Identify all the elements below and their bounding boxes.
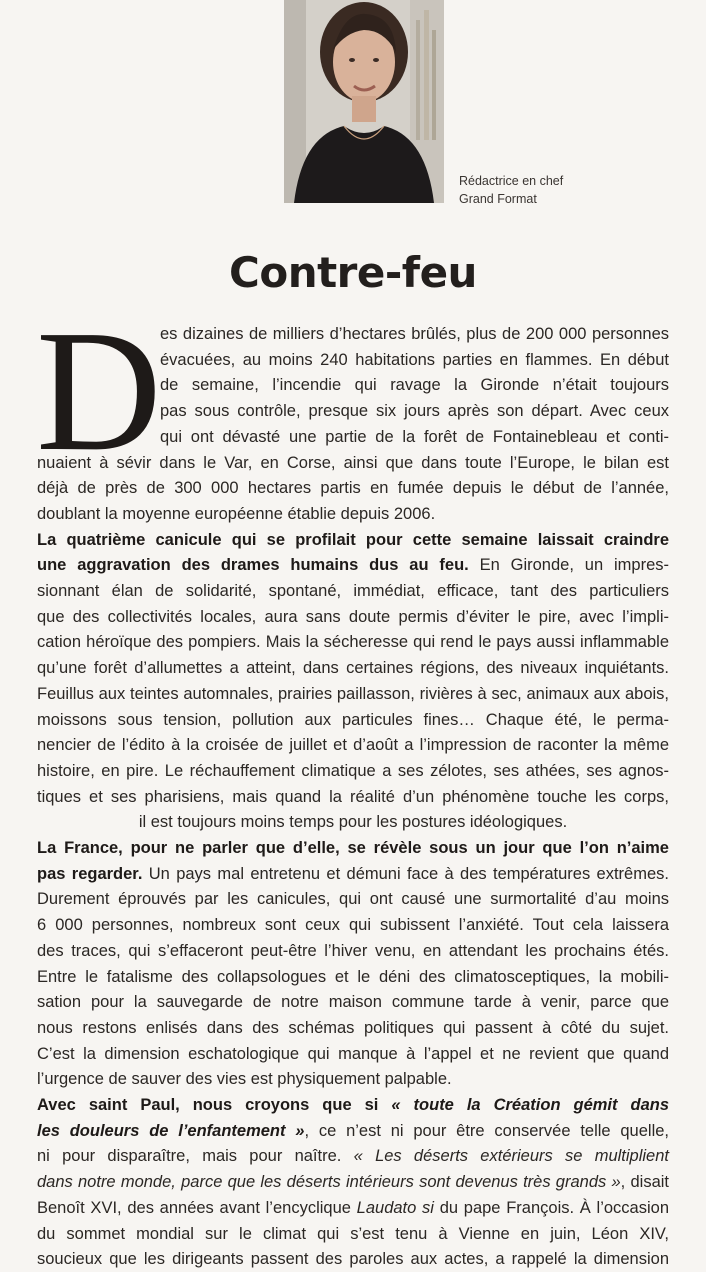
line-text: l’urgence de sauver des vies est physiquement palpable. — [37, 1070, 452, 1088]
bold-text: pas regarder. — [37, 865, 143, 883]
line-text: En Gironde, un impres- — [468, 556, 669, 574]
text-line — [37, 759, 669, 784]
text-line — [160, 425, 669, 450]
text-line — [37, 913, 669, 938]
line-text: pas sous contrôle, presque six jours après son départ. Avec ceux — [160, 402, 669, 420]
text-line — [160, 373, 669, 398]
portrait-illustration — [284, 0, 444, 203]
photo-caption — [459, 172, 563, 208]
bold-text: une aggravation des drames humains dus au feu. — [37, 556, 469, 574]
text-line — [37, 579, 669, 604]
text-line — [37, 553, 669, 578]
text-line — [37, 733, 669, 758]
text-line — [37, 1093, 669, 1118]
author-portrait — [284, 0, 444, 203]
line-text: tiques et ses pharisiens, mais quand la réalité d’un phénomène touche les corps, — [37, 788, 669, 806]
text-line — [37, 810, 669, 835]
bold-text: La quatrième canicule qui se profilait pour cette semaine laissait craindre — [37, 531, 669, 549]
text-line — [37, 836, 669, 861]
text-line — [37, 656, 669, 681]
text-line — [37, 708, 669, 733]
text-line — [37, 965, 669, 990]
line-text: sation pour la sauvegarde de notre maison commune tarde à venir, parce que — [37, 993, 669, 1011]
text-line — [160, 399, 669, 424]
text-line — [37, 605, 669, 630]
text-line — [37, 1196, 669, 1221]
line-text: il est toujours moins temps pour les postures idéologiques. — [138, 813, 568, 831]
italic-text: dans notre monde, parce que les déserts intérieurs sont devenus très grands » — [37, 1173, 621, 1191]
text-line — [37, 1170, 669, 1195]
text-line — [37, 451, 669, 476]
line-text: qu’une forêt d’allumettes a atteint, dans certaines régions, des niveaux inquiétants. — [37, 659, 669, 677]
article-title: Contre-feu — [229, 248, 477, 297]
line-text: Un pays mal entretenu et démuni face à des températures extrêmes. — [142, 865, 669, 883]
text-line — [37, 939, 669, 964]
italic-text: « Les déserts extérieurs se multiplient — [353, 1147, 669, 1165]
line-text: nuaient à sévir dans le Var, en Corse, ainsi que dans toute l’Europe, le bilan est — [37, 454, 669, 472]
text-line — [37, 990, 669, 1015]
line-text: déjà de près de 300 000 hectares partis en fumée depuis le début de l’année, — [37, 479, 669, 497]
text-line — [37, 1222, 669, 1247]
caption-role: Rédactrice en chef — [459, 174, 564, 188]
text-line — [37, 682, 669, 707]
line-text: doublant la moyenne européenne établie depuis 2006. — [37, 505, 436, 523]
text-line — [37, 630, 669, 655]
line-text: soucieux que les dirigeants passent des paroles aux actes, a rappelé la dimension — [37, 1250, 669, 1268]
text-line — [37, 887, 669, 912]
line-text: Durement éprouvés par les canicules, qui ont causé une surmortalité d’au moins — [37, 890, 669, 908]
line-text: cation héroïque des pompiers. Mais la sécheresse qui rend le pays aussi inflammable — [37, 633, 669, 651]
line-text: nous restons enlisés dans des schémas politiques qui passent à côté du sujet. — [37, 1019, 669, 1037]
drop-cap: D — [36, 294, 162, 487]
bold-text: La France, pour ne parler que d’elle, se révèle sous un jour que l’on n’aime — [37, 839, 669, 857]
bolditalic-text: « toute la Création gémit dans — [391, 1096, 670, 1114]
line-text: des traces, qui s’effaceront peut-être l’hiver venu, en attendant les prochains étés. — [37, 942, 669, 960]
line-text: du pape François. À l’occasion — [433, 1199, 669, 1217]
text-line — [37, 502, 669, 527]
text-line — [37, 1144, 669, 1169]
line-text: , ce n’est ni pour être conservée telle quelle, — [304, 1122, 669, 1140]
line-text: Benoît XVI, des années avant l’encyclique — [37, 1199, 357, 1217]
text-line — [37, 1016, 669, 1041]
line-text: évacuées, au moins 240 habitations parties en flammes. En début — [160, 351, 669, 369]
text-line — [37, 862, 669, 887]
line-text: , disait — [620, 1173, 669, 1191]
line-text: 6 000 personnes, nombreux sont ceux qui subissent l’anxiété. Tout cela laissera — [37, 916, 669, 934]
line-text: moissons sous tension, pollution aux particules fines… Chaque été, le perma- — [37, 711, 669, 729]
italic-text: Laudato si — [356, 1199, 434, 1217]
line-text: du sommet mondial sur le climat qui s’est tenu à Vienne en juin, Léon XIV, — [37, 1225, 669, 1243]
line-text: C’est la dimension eschatologique qui manque à l’appel et ne revient que quand — [37, 1045, 669, 1063]
bolditalic-text: les douleurs de l’enfantement » — [37, 1122, 305, 1140]
line-text: qui ont dévasté une partie de la forêt de Fontainebleau et conti- — [160, 428, 669, 446]
text-line — [37, 785, 669, 810]
text-line — [37, 1067, 669, 1092]
line-text: Feuillus aux teintes automnales, prairies paillasson, rivières à sec, animaux aux abois, — [37, 685, 669, 703]
text-line — [37, 1042, 669, 1067]
line-text: que des collectivités locales, aura sans doute permis d’éviter le pire, avec l’impli- — [37, 608, 669, 626]
text-line — [37, 476, 669, 501]
line-text: ni pour disparaître, mais pour naître. — [37, 1147, 354, 1165]
text-line — [160, 322, 669, 347]
text-line — [37, 528, 669, 553]
line-text: de semaine, l’incendie qui ravage la Gironde n’était toujours — [160, 376, 669, 394]
line-text: nencier de l’édito à la croisée de juillet et d’août a l’impression de raconter la même — [37, 736, 669, 754]
line-text: sionnant élan de solidarité, spontané, immédiat, efficace, tant des particuliers — [37, 582, 669, 600]
text-line — [160, 348, 669, 373]
line-text: es dizaines de milliers d’hectares brûlés, plus de 200 000 personnes — [160, 325, 669, 343]
text-line — [37, 1247, 669, 1272]
bold-text: Avec saint Paul, nous croyons que si — [37, 1096, 392, 1114]
caption-publication: Grand Format — [459, 192, 537, 206]
line-text: histoire, en pire. Le réchauffement climatique a ses zélotes, ses athées, ses agnos- — [37, 762, 669, 780]
text-line — [37, 1119, 669, 1144]
line-text: Entre le fatalisme des collapsologues et le déni des climatosceptiques, la mobili- — [37, 968, 669, 986]
